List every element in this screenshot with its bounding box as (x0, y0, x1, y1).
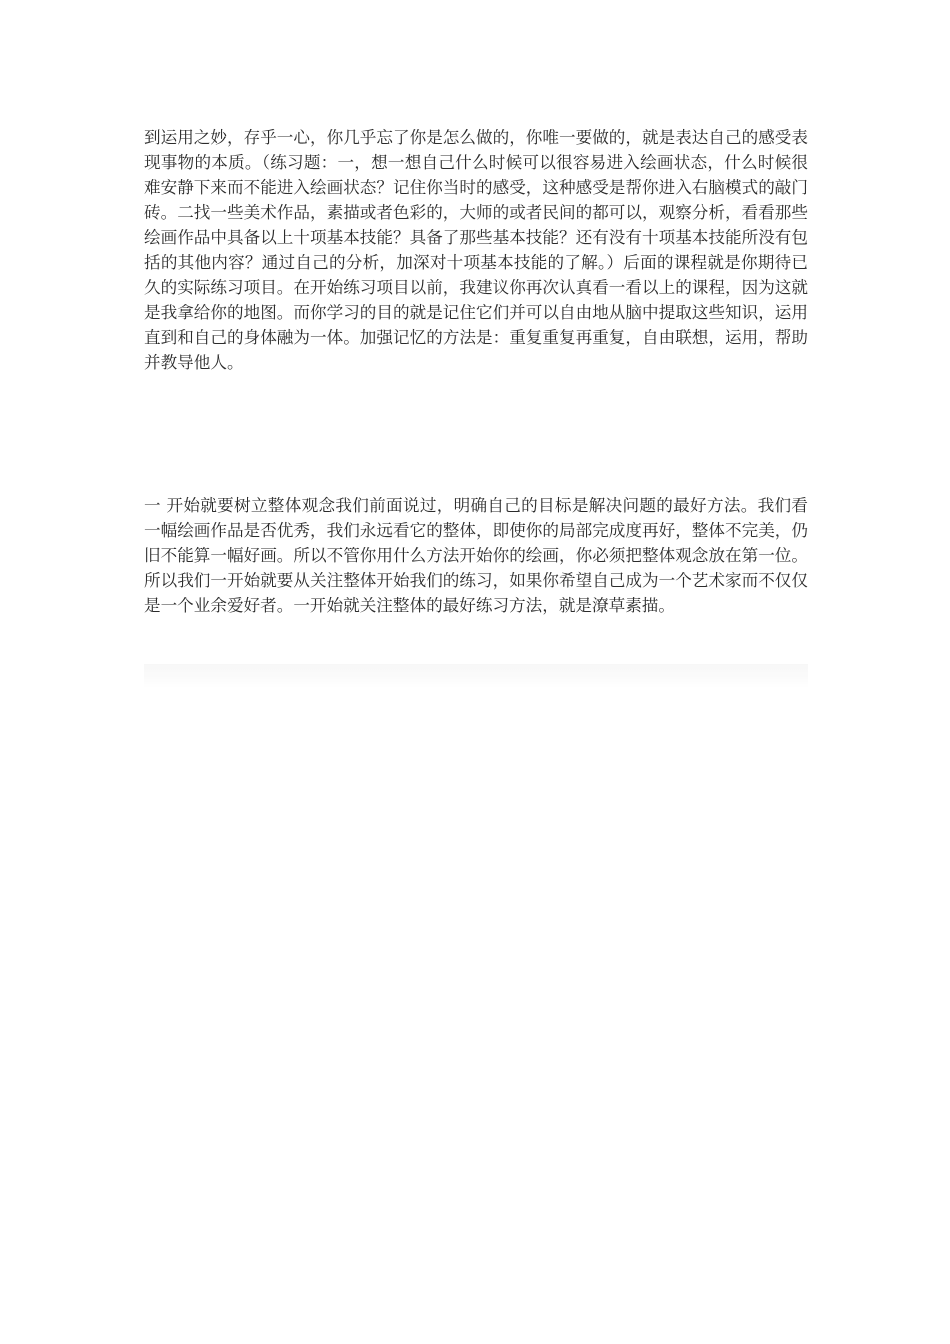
body-paragraph-2: 一 开始就要树立整体观念我们前面说过，明确自己的目标是解决问题的最好方法。我们看一幅绘画作品是否优秀，我们永远看它的整体，即使你的局部完成度再好，整体不完美，仍旧不能算一幅好画。所以不管你用什么方法开始你的绘画，你必须把整体观念放在第一位。所以我们一开始就要从关注整体开始我们的练习，如果你希望自己成为一个艺术家而不仅仅是一个业余爱好者。一开始就关注整体的最好练习方法，就是潦草素描。 (144, 496, 808, 615)
faint-shaded-block (144, 664, 808, 688)
body-paragraph-1: 到运用之妙，存乎一心，你几乎忘了你是怎么做的，你唯一要做的，就是表达自己的感受表现事物的本质。（练习题：一，想一想自己什么时候可以很容易进入绘画状态，什么时候很难安静下来而不能进入绘画状态？记住你当时的感受，这种感受是帮你进入右脑模式的敲门砖。二找一些美术作品，素描或者色彩的，大师的或者民间的都可以，观察分析，看看那些绘画作品中具备以上十项基本技能？具备了那些基本技能？还有没有十项基本技能所没有包括的其他内容？通过自己的分析，加深对十项基本技能的了解。）后面的课程就是你期待已久的实际练习项目。在开始练习项目以前，我建议你再次认真看一看以上的课程，因为这就是我拿给你的地图。而你学习的目的就是记住它们并可以自由地从脑中提取这些知识，运用直到和自己的身体融为一体。加强记忆的方法是：重复重复再重复，自由联想，运用，帮助并教导他人。 (144, 128, 808, 372)
